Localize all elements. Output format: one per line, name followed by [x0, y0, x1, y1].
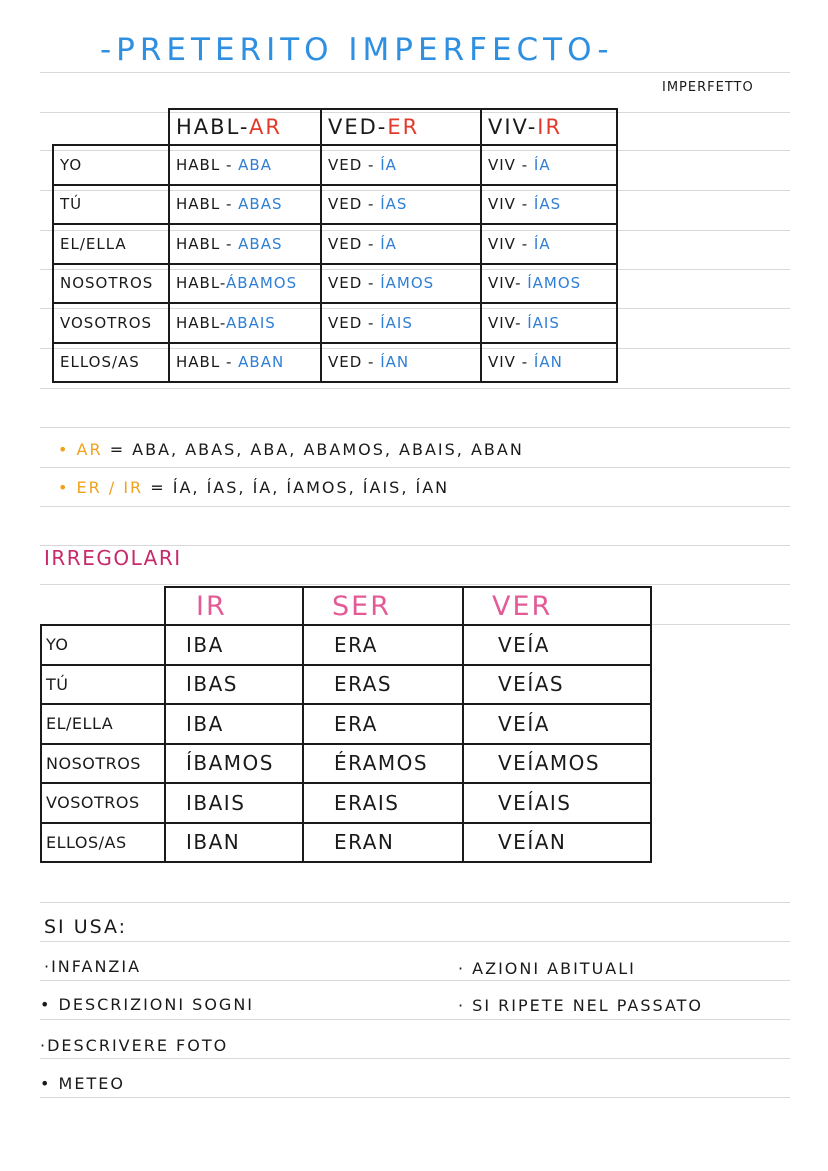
ending: ABAN	[238, 353, 285, 372]
conjugation-cell: IBAN	[165, 823, 303, 863]
bullet-icon: •	[58, 440, 70, 459]
ruled-line	[40, 1058, 790, 1059]
stem: HABL-	[176, 313, 227, 332]
usage-item: ·INFANZIA	[44, 957, 142, 976]
pronoun-cell: EL/ELLA	[41, 704, 165, 744]
conjugation-cell: IBA	[165, 625, 303, 665]
conjugation-cell	[321, 343, 481, 383]
conjugation-cell	[481, 185, 617, 225]
conjugation-cell: VEÍAN	[463, 823, 651, 863]
header-ending: ER	[387, 115, 420, 139]
stem: VED -	[328, 155, 381, 174]
stem: HABL-	[176, 274, 227, 293]
conjugation-cell: ERAIS	[303, 783, 463, 823]
conjugation-cell: IBA	[165, 704, 303, 744]
ruled-line	[40, 427, 790, 428]
usage-item: ·DESCRIVERE FOTO	[40, 1036, 229, 1055]
table-row	[41, 744, 651, 784]
conjugation-cell	[481, 264, 617, 304]
ruled-line	[40, 467, 790, 468]
table-row	[41, 783, 651, 823]
ending: ABAS	[238, 195, 283, 214]
ruled-line	[40, 980, 790, 981]
conjugation-cell	[169, 303, 321, 343]
ending: ÍAMOS	[380, 274, 435, 293]
header-er	[321, 109, 481, 145]
table-row	[41, 625, 651, 665]
conjugation-cell: VEÍAIS	[463, 783, 651, 823]
ending: ÍAMOS	[527, 274, 582, 293]
stem: HABL -	[176, 195, 239, 214]
stem: VIV-	[488, 274, 528, 293]
conjugation-cell: VEÍA	[463, 704, 651, 744]
stem: HABL -	[176, 234, 239, 253]
ruled-line	[40, 902, 790, 903]
regular-conjugation-table	[52, 108, 618, 383]
header-ver: VER	[463, 587, 651, 625]
table-header-row	[53, 109, 617, 145]
header-ser: SER	[303, 587, 463, 625]
ending: ABAIS	[226, 313, 276, 332]
table-row	[53, 343, 617, 383]
conjugation-cell	[481, 343, 617, 383]
usage-item: • METEO	[40, 1074, 125, 1093]
endings-erir	[58, 478, 449, 497]
conjugation-cell: VEÍAS	[463, 665, 651, 705]
header-ir	[481, 109, 617, 145]
ending: ÍAS	[380, 195, 408, 214]
header-stem: VED-	[328, 115, 388, 139]
header-ar	[169, 109, 321, 145]
conjugation-cell: VEÍA	[463, 625, 651, 665]
table-corner	[41, 587, 165, 625]
header-stem: HABL-	[176, 115, 250, 139]
pronoun-cell: NOSOTROS	[41, 744, 165, 784]
stem: VIV-	[488, 313, 528, 332]
table-corner	[53, 109, 169, 145]
conjugation-cell	[321, 264, 481, 304]
table-row	[53, 264, 617, 304]
stem: VED -	[328, 313, 381, 332]
endings-ar	[58, 440, 524, 459]
ending: ÁBAMOS	[226, 274, 298, 293]
stem: VED -	[328, 274, 381, 293]
endings-erir-list: = ÍA, ÍAS, ÍA, ÍAMOS, ÍAIS, ÍAN	[150, 478, 450, 497]
ending: ÍAN	[533, 353, 563, 372]
ruled-line	[40, 584, 790, 585]
header-ir: IR	[165, 587, 303, 625]
pronoun-cell: NOSOTROS	[53, 264, 169, 304]
pronoun-cell: TÚ	[41, 665, 165, 705]
pronoun-cell: TÚ	[53, 185, 169, 225]
stem: VIV -	[488, 353, 534, 372]
ruled-line	[40, 72, 790, 73]
ruled-line	[40, 1097, 790, 1098]
stem: VED -	[328, 195, 381, 214]
conjugation-cell	[321, 303, 481, 343]
table-row	[53, 224, 617, 264]
ruled-line	[40, 506, 790, 507]
conjugation-cell	[169, 343, 321, 383]
conjugation-cell: ERA	[303, 625, 463, 665]
ending: ABAS	[238, 234, 283, 253]
table-row	[41, 704, 651, 744]
conjugation-cell: ÍBAMOS	[165, 744, 303, 784]
table-header-row	[41, 587, 651, 625]
conjugation-cell: ÉRAMOS	[303, 744, 463, 784]
conjugation-cell	[481, 145, 617, 185]
ending: ÍAIS	[527, 313, 560, 332]
bullet-icon: •	[58, 478, 70, 497]
stem: VIV -	[488, 195, 534, 214]
endings-ar-list: = ABA, ABAS, ABA, ABAMOS, ABAIS, ABAN	[109, 440, 524, 459]
conjugation-cell: ERAS	[303, 665, 463, 705]
usage-item: • DESCRIZIONI SOGNI	[40, 995, 254, 1014]
header-ending: IR	[537, 115, 563, 139]
conjugation-cell: ERA	[303, 704, 463, 744]
table-row	[41, 823, 651, 863]
conjugation-cell: IBAIS	[165, 783, 303, 823]
pronoun-cell: VOSOTROS	[41, 783, 165, 823]
table-row	[41, 665, 651, 705]
conjugation-cell: VEÍAMOS	[463, 744, 651, 784]
header-stem: VIV-	[488, 115, 538, 139]
ending: ÍA	[380, 234, 397, 253]
table-row	[53, 303, 617, 343]
stem: VIV -	[488, 234, 534, 253]
stem: VED -	[328, 234, 381, 253]
page-subtitle: IMPERFETTO	[662, 80, 754, 95]
irregular-conjugation-table	[40, 586, 652, 863]
endings-ar-label: AR	[76, 440, 103, 459]
conjugation-cell	[321, 185, 481, 225]
ending: ÍAN	[380, 353, 410, 372]
conjugation-cell	[321, 145, 481, 185]
pronoun-cell: YO	[41, 625, 165, 665]
conjugation-cell	[169, 185, 321, 225]
pronoun-cell: YO	[53, 145, 169, 185]
pronoun-cell: EL/ELLA	[53, 224, 169, 264]
ruled-line	[40, 941, 790, 942]
ruled-line	[40, 388, 790, 389]
pronoun-cell: VOSOTROS	[53, 303, 169, 343]
stem: VIV -	[488, 155, 534, 174]
pronoun-cell: ELLOS/AS	[53, 343, 169, 383]
conjugation-cell	[169, 145, 321, 185]
conjugation-cell: ERAN	[303, 823, 463, 863]
stem: HABL -	[176, 155, 239, 174]
page-title: -PRETERITO IMPERFECTO-	[100, 32, 614, 68]
usage-heading: SI USA:	[44, 916, 128, 938]
ending: ÍAIS	[380, 313, 413, 332]
ending: ÍA	[533, 234, 551, 253]
conjugation-cell	[481, 303, 617, 343]
ending: ÍA	[380, 155, 397, 174]
table-row	[53, 145, 617, 185]
table-row	[53, 185, 617, 225]
ruled-line	[40, 1019, 790, 1020]
conjugation-cell	[481, 224, 617, 264]
conjugation-cell	[169, 264, 321, 304]
endings-erir-label: ER / IR	[76, 478, 144, 497]
irregular-heading: IRREGOLARI	[44, 546, 182, 570]
ending: ÍAS	[533, 195, 562, 214]
conjugation-cell: IBAS	[165, 665, 303, 705]
stem: HABL -	[176, 353, 239, 372]
usage-item: · SI RIPETE NEL PASSATO	[458, 996, 704, 1015]
conjugation-cell	[321, 224, 481, 264]
conjugation-cell	[169, 224, 321, 264]
stem: VED -	[328, 353, 381, 372]
usage-item: · AZIONI ABITUALI	[458, 959, 636, 978]
ending: ÍA	[533, 155, 551, 174]
pronoun-cell: ELLOS/AS	[41, 823, 165, 863]
header-ending: AR	[249, 115, 282, 139]
ending: ABA	[238, 155, 272, 174]
